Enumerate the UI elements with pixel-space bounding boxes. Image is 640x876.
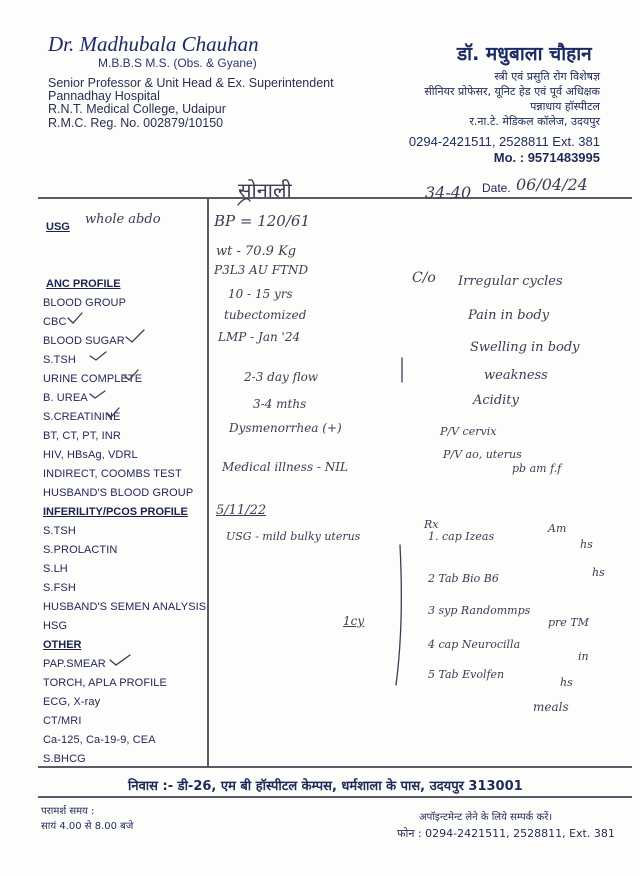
test-s-bhcg: S.BHCG: [43, 753, 86, 765]
header-mobile: Mo. : 9571483995: [493, 150, 600, 165]
title-line-3: R.N.T. Medical College, Udaipur: [48, 102, 226, 116]
rx-med-5: 5 Tab Evolfen: [428, 668, 505, 681]
doctor-name-hi: डॉ. मधुबाला चौहान: [457, 43, 592, 65]
doctor-name-en: Dr. Madhubala Chauhan: [48, 32, 259, 56]
test-hiv-hbsag-vdrl: HIV, HBsAg, VDRL: [43, 449, 138, 461]
test-s-prolactin: S.PROLACTIN: [43, 544, 118, 556]
check-icon-pap-smear: [110, 655, 130, 665]
note-misc: 1cy: [343, 614, 365, 628]
note-tubectomy: tubectomized: [224, 308, 307, 322]
footer-address: निवास :- डी-26, एम बी हॉस्पीटल केम्पस, धर्मशाला के पास, उदयपुर 313001: [128, 779, 523, 794]
note-bp: BP = 120/61: [214, 212, 310, 230]
registration-number: R.M.C. Reg. No. 002879/10150: [48, 116, 224, 130]
note-date-2: 5/11/22: [216, 503, 267, 518]
rx-med-5-time: hs: [560, 676, 573, 689]
anc-profile-heading: ANC PROFILE: [46, 278, 121, 290]
check-icon-urea: [90, 391, 105, 398]
usg-label: USG: [46, 221, 70, 233]
doctor-degrees: M.B.B.S M.S. (Obs. & Gyane): [98, 56, 257, 70]
rx-med-4: 4 cap Neurocilla: [428, 638, 521, 651]
date-label: Date.: [482, 181, 511, 195]
test-blood-sugar: BLOOD SUGAR: [43, 335, 125, 347]
title-line-2: Pannadhay Hospital: [48, 89, 160, 103]
hi-title: सीनियर प्रोफेसर, यूनिट हेड एवं पूर्व अधिक्षक: [424, 85, 600, 98]
note-weight: wt - 70.9 Kg: [216, 244, 297, 259]
test-blood-group: BLOOD GROUP: [43, 297, 127, 309]
test-s-lh: S.LH: [43, 563, 68, 575]
consult-label: परामर्श समय :: [41, 806, 95, 817]
rx-med-1-time: hs: [580, 538, 593, 551]
check-icon-blood-sugar: [126, 330, 144, 342]
infertility-heading: INFERILITY/PCOS PROFILE: [43, 506, 188, 518]
date-value: 06/04/24: [516, 175, 588, 194]
test-torch: TORCH, APLA PROFILE: [43, 677, 167, 689]
check-icon-tsh: [90, 352, 106, 360]
test-hsg: HSG: [43, 620, 68, 632]
pv-note-2: P/V ao, uterus: [443, 448, 522, 461]
rx-meals: meals: [533, 700, 569, 714]
patient-name: सोनाली: [238, 178, 292, 202]
note-obstetric: P3L3 AU FTND: [214, 263, 309, 277]
test-ecg-xray: ECG, X-ray: [43, 696, 101, 708]
test-pap-smear: PAP.SMEAR: [43, 658, 106, 670]
header-phone: 0294-2421511, 2528811 Ext. 381: [408, 134, 600, 149]
test-semen-analysis: HUSBAND'S SEMEN ANALYSIS: [43, 601, 207, 613]
usg-note: whole abdo: [85, 212, 161, 227]
check-icon-urine: [124, 370, 138, 380]
note-months: 3-4 mths: [253, 397, 307, 411]
test-cbc: CBC: [43, 316, 67, 328]
test-s-fsh: S.FSH: [43, 582, 76, 594]
test-coombs: INDIRECT, COOMBS TEST: [43, 468, 182, 480]
pv-note-1: P/V cervix: [440, 425, 497, 438]
rx-med-3: 3 syp Randommps: [428, 604, 531, 617]
complaint-3: Swelling in body: [470, 340, 580, 355]
rx-med-2-time: hs: [592, 566, 605, 579]
check-icon-creatinine: [107, 408, 119, 417]
complaint-5: Acidity: [473, 393, 519, 408]
title-line-1: Senior Professor & Unit Head & Ex. Superintendent: [48, 76, 334, 90]
appointment-note: अपॉइन्टमेन्ट लेने के लिये सम्पर्क करें।: [419, 812, 553, 823]
rx-med-3-time: pre TM: [548, 616, 589, 629]
test-s-tsh-2: S.TSH: [43, 525, 76, 537]
test-coagulation: BT, CT, PT, INR: [43, 430, 121, 442]
test-ct-mri: CT/MRI: [43, 715, 82, 727]
hi-college: र.ना.टे. मेडिकल कॉलेज, उदयपुर: [469, 115, 600, 128]
test-tumor-markers: Ca-125, Ca-19-9, CEA: [43, 734, 156, 746]
note-usg-2: USG - mild bulky uterus: [226, 530, 361, 543]
rx-med-1-dose: Am: [548, 522, 567, 535]
note-medical-illness: Medical illness - NIL: [222, 460, 348, 474]
rx-med-2: 2 Tab Bio B6: [428, 572, 499, 585]
test-s-tsh: S.TSH: [43, 354, 76, 366]
complaint-1: Irregular cycles: [458, 274, 563, 289]
test-s-creatinine: S.CREATININE: [43, 411, 121, 423]
note-lmp: LMP - Jan '24: [218, 330, 301, 344]
consult-time: सायं 4.00 से 8.00 बजे: [41, 821, 134, 832]
patient-age: 34-40: [425, 183, 472, 202]
complaint-4: weakness: [484, 368, 548, 383]
rx-med-1: 1. cap Izeas: [428, 530, 495, 543]
rx-med-4-time: in: [578, 650, 589, 663]
pv-note-3: pb am f.f: [512, 462, 562, 475]
note-complaints-label: C/o: [412, 270, 436, 286]
test-b-urea: B. UREA: [43, 392, 88, 404]
footer-phone: फोन : 0294-2421511, 2528811, Ext. 381: [397, 827, 615, 840]
check-icon-cbc: [68, 313, 82, 323]
test-urine-complete: URINE COMPLETE: [43, 373, 143, 385]
complaint-2: Pain in body: [468, 308, 550, 323]
note-dysmenorrhea: Dysmenorrhea (+): [229, 421, 342, 435]
note-flow: 2-3 day flow: [244, 370, 319, 384]
rx-symbol: Rx: [424, 518, 439, 531]
other-heading: OTHER: [43, 639, 82, 651]
note-years: 10 - 15 yrs: [228, 287, 293, 301]
test-husband-blood-group: HUSBAND'S BLOOD GROUP: [43, 487, 194, 499]
hi-specialty: स्त्री एवं प्रसुति रोग विशेषज्ञ: [494, 70, 600, 83]
hi-hospital: पन्नाधाय हॉस्पीटल: [530, 100, 600, 113]
